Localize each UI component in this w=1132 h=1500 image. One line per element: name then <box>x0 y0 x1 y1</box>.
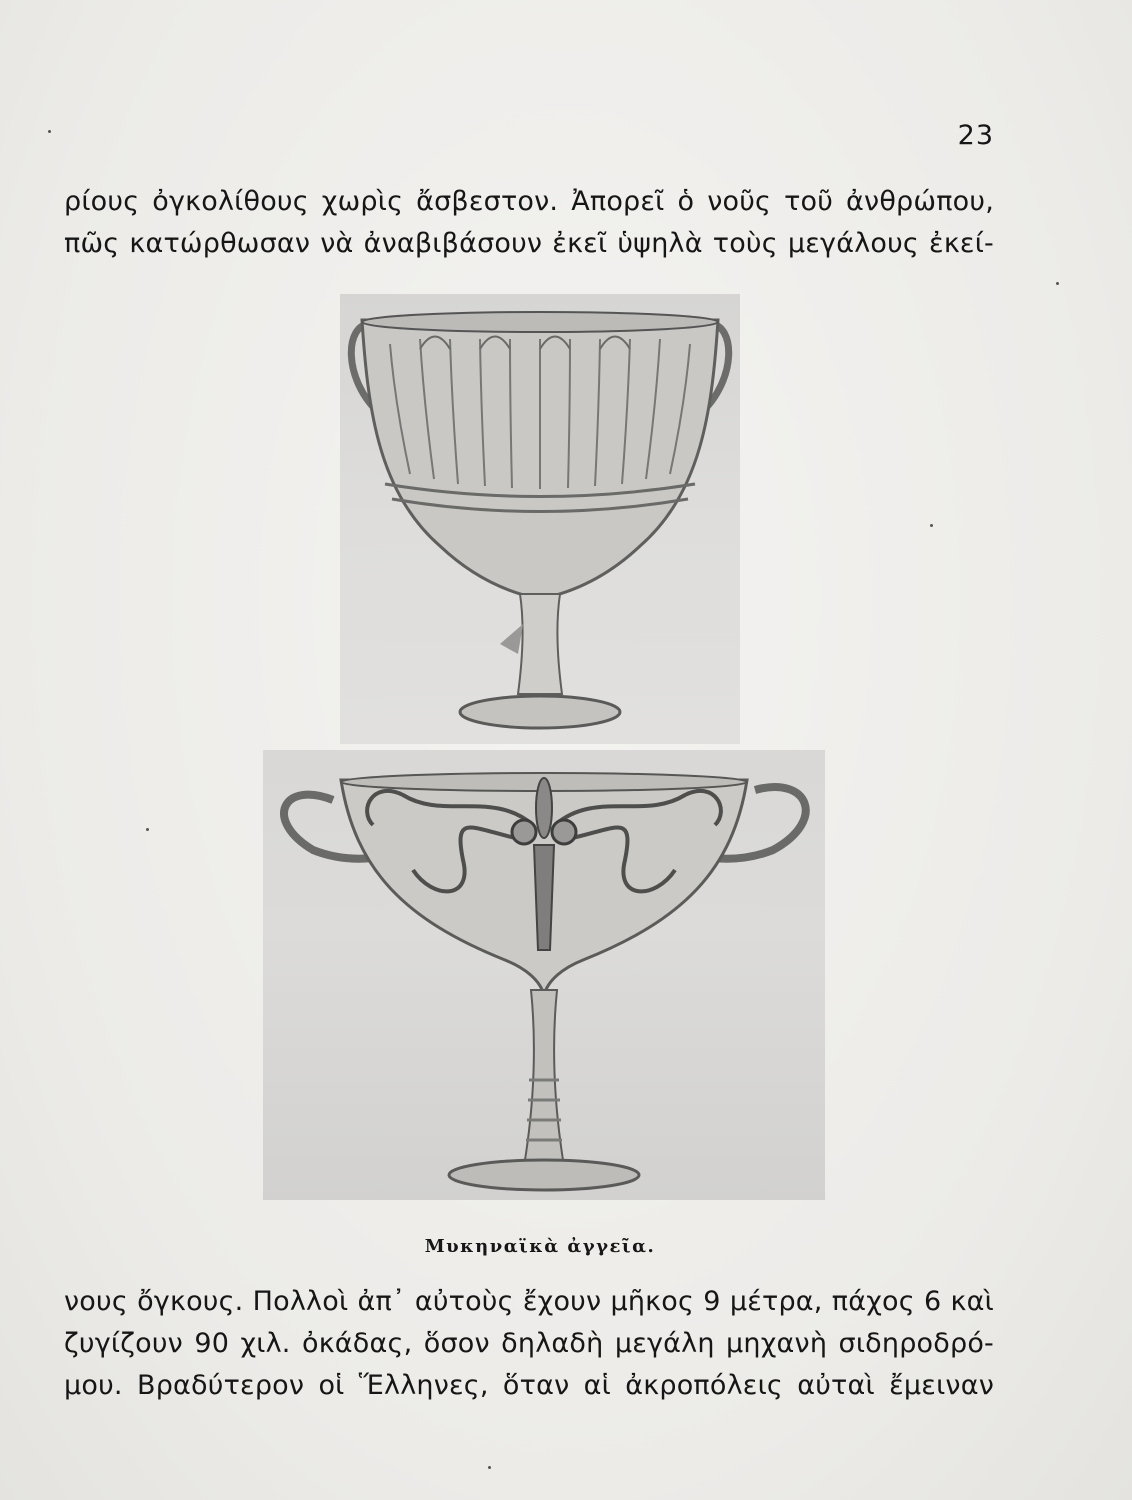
text-line-3: νους ὄγκους. Πολλοὶ ἀπ᾿ αὐτοὺς ἔχουν μῆκος 9 μέτρα, πάχος 6 καὶ <box>64 1286 994 1317</box>
goblet-illustration <box>340 294 740 744</box>
text-line-4: ζυγίζουν 90 χιλ. ὀκάδας, ὅσον δηλαδὴ μεγάλη μηχανὴ σιδηροδρό- <box>64 1328 994 1359</box>
figure-caption: Μυκηναϊκὰ ἀγγεῖα. <box>424 1236 656 1257</box>
goblet-stem <box>518 594 562 694</box>
goblet-rim <box>362 312 718 332</box>
goblet-photo <box>340 294 740 744</box>
kylix-photo <box>263 750 825 1200</box>
kylix-illustration <box>263 750 825 1200</box>
print-speck <box>1056 282 1059 285</box>
octopus-right-eye <box>552 820 576 844</box>
text-line-1: ρίους ὀγκολίθους χωρὶς ἄσβεστον. Ἀπορεῖ ὁ νοῦς τοῦ ἀνθρώπου, <box>64 186 994 217</box>
text-line-2: πῶς κατώρθωσαν νὰ ἀναβιβάσουν ἐκεῖ ὑψηλὰ τοὺς μεγάλους ἐκεί- <box>64 228 994 259</box>
text-line-5: μου. Βραδύτερον οἱ Ἕλληνες, ὅταν αἱ ἀκροπόλεις αὐταὶ ἔμειναν <box>64 1370 994 1401</box>
page-number: 23 <box>957 120 994 151</box>
octopus-head <box>536 778 552 838</box>
goblet-foot <box>460 696 620 728</box>
goblet-stem-shadow <box>500 624 523 654</box>
kylix-foot <box>449 1160 639 1190</box>
octopus-left-eye <box>512 820 536 844</box>
print-speck <box>488 1466 491 1469</box>
kylix-stem <box>525 990 563 1160</box>
print-speck <box>930 524 933 527</box>
octopus-body <box>534 845 554 950</box>
print-speck <box>48 130 51 133</box>
print-speck <box>146 828 149 831</box>
